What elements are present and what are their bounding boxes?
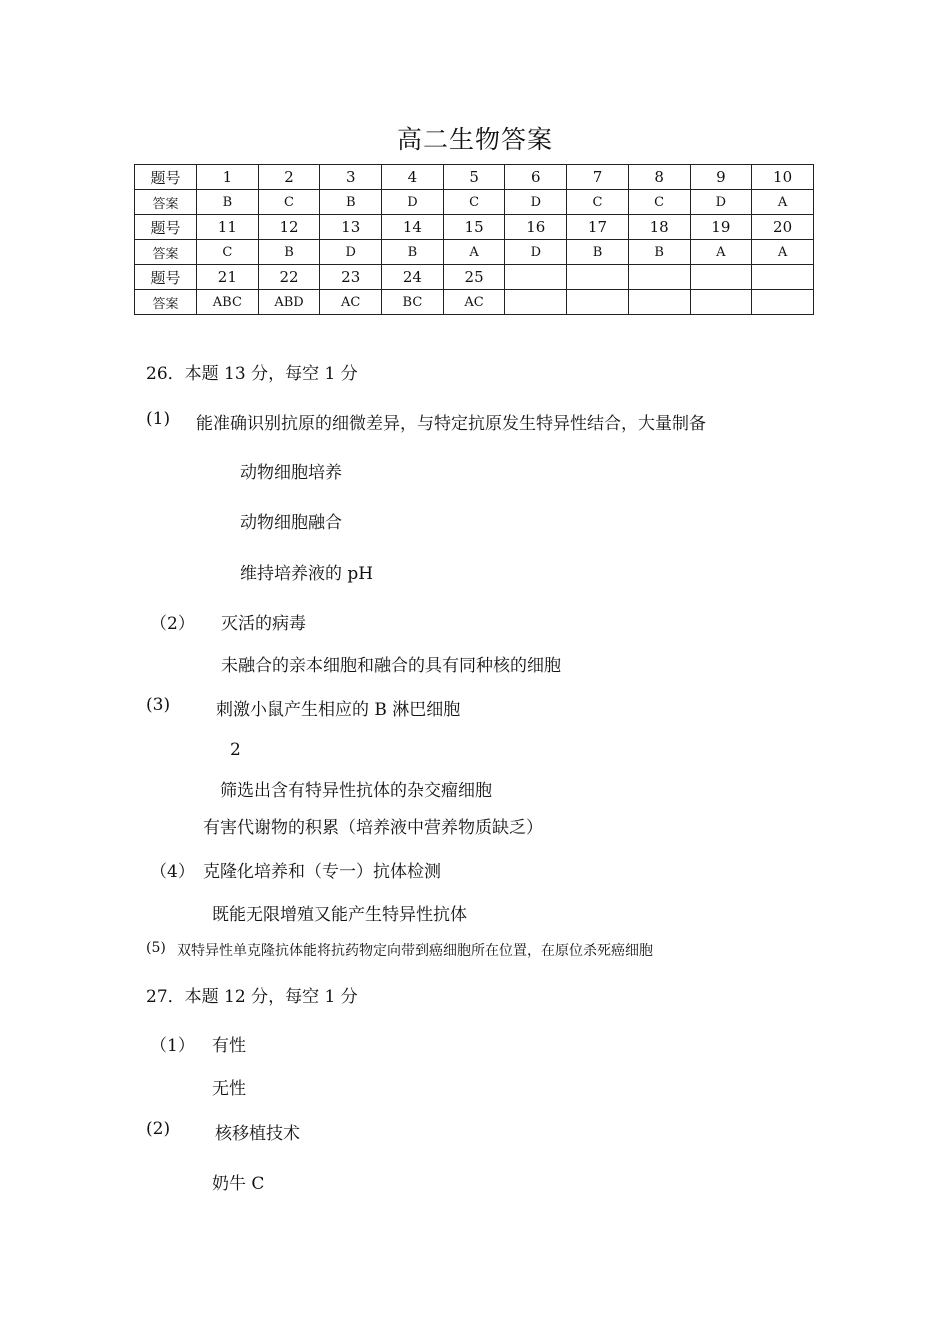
table-cell: B [197,190,259,215]
table-cell: C [443,190,505,215]
q26-heading: 26．本题 13 分，每空 1 分 [146,364,358,384]
table-cell: 9 [690,165,752,190]
table-cell: A [443,240,505,265]
table-cell [505,290,567,315]
table-cell: A [752,240,814,265]
table-cell [567,265,629,290]
table-cell [628,265,690,290]
table-cell: 14 [382,215,444,240]
table-cell: 2 [258,165,320,190]
table-cell [752,265,814,290]
table-cell: 15 [443,215,505,240]
row-header-cell: 题号 [135,265,197,290]
table-cell: C [258,190,320,215]
table-cell: 8 [628,165,690,190]
q26-p1-text: 能准确识别抗原的细微差异，与特定抗原发生特异性结合，大量制备 [196,414,706,434]
row-header-cell: 答案 [135,190,197,215]
table-cell [690,290,752,315]
table-cell: D [505,190,567,215]
q26-p1-label: (1) [146,409,171,429]
table-cell: 4 [382,165,444,190]
q27-p2-label: (2) [146,1119,171,1139]
table-cell: A [690,240,752,265]
answer-table [134,164,814,315]
table-row [135,165,814,190]
table-cell: C [628,190,690,215]
table-cell [690,265,752,290]
table-cell: AC [320,290,382,315]
q27-p2-text: 核移植技术 [215,1124,300,1144]
table-cell: D [505,240,567,265]
table-cell: BC [382,290,444,315]
row-header-cell: 题号 [135,215,197,240]
table-cell: B [567,240,629,265]
table-cell: 10 [752,165,814,190]
q26-p2-answer-a: 未融合的亲本细胞和融合的具有同种核的细胞 [221,656,561,676]
table-row [135,290,814,315]
table-cell: 3 [320,165,382,190]
row-header-cell: 答案 [135,240,197,265]
table-cell: 18 [628,215,690,240]
q27-p1-answer-a: 无性 [212,1079,246,1099]
table-cell [505,265,567,290]
table-cell: B [258,240,320,265]
table-cell: 7 [567,165,629,190]
table-cell: 19 [690,215,752,240]
table-row [135,265,814,290]
table-cell: 11 [197,215,259,240]
q26-p4-text: 克隆化培养和（专一）抗体检测 [203,862,441,882]
q26-p1-answer-a: 动物细胞培养 [240,463,342,483]
q26-p5-text: 双特异性单克隆抗体能将抗药物定向带到癌细胞所在位置，在原位杀死癌细胞 [177,943,653,959]
q26-p3-label: (3) [146,695,171,715]
page-title: 高二生物答案 [396,125,553,154]
q26-p3-text: 刺激小鼠产生相应的 B 淋巴细胞 [216,700,461,720]
table-row [135,240,814,265]
q27-p2-answer-a: 奶牛 C [212,1174,265,1194]
row-header-cell: 答案 [135,290,197,315]
table-row [135,215,814,240]
table-cell: D [382,190,444,215]
q26-p4-answer-a: 既能无限增殖又能产生特异性抗体 [212,905,467,925]
table-cell: 17 [567,215,629,240]
q26-p3-answer-c: 有害代谢物的积累（培养液中营养物质缺乏） [203,818,543,838]
q27-p1-label: （1） [150,1036,195,1056]
table-cell: 22 [258,265,320,290]
q26-p3-answer-b: 筛选出含有特异性抗体的杂交瘤细胞 [220,781,492,801]
table-cell: 16 [505,215,567,240]
table-cell: 25 [443,265,505,290]
table-cell: 1 [197,165,259,190]
q27-p1-text: 有性 [212,1036,246,1056]
table-cell: B [320,190,382,215]
q26-p5-label: (5) [146,940,166,956]
q26-p2-text: 灭活的病毒 [221,614,306,634]
table-cell [628,290,690,315]
q26-p4-label: （4） [150,862,195,882]
q27-heading: 27．本题 12 分，每空 1 分 [146,987,358,1007]
table-cell: 23 [320,265,382,290]
table-cell: B [628,240,690,265]
row-header-cell: 题号 [135,165,197,190]
table-cell: C [197,240,259,265]
table-cell: AC [443,290,505,315]
table-cell [752,290,814,315]
table-cell: D [320,240,382,265]
q26-p3-answer-a: 2 [230,740,241,760]
table-cell: 12 [258,215,320,240]
table-row [135,190,814,215]
table-cell: 24 [382,265,444,290]
table-cell: C [567,190,629,215]
table-cell: 6 [505,165,567,190]
table-cell: ABD [258,290,320,315]
table-cell: 13 [320,215,382,240]
table-cell [567,290,629,315]
q26-p1-answer-b: 动物细胞融合 [240,513,342,533]
table-cell: ABC [197,290,259,315]
table-cell: A [752,190,814,215]
table-cell: 5 [443,165,505,190]
table-cell: B [382,240,444,265]
table-cell: 20 [752,215,814,240]
table-cell: D [690,190,752,215]
q26-p2-label: （2） [150,614,195,634]
table-cell: 21 [197,265,259,290]
q26-p1-answer-c: 维持培养液的 pH [240,564,374,584]
